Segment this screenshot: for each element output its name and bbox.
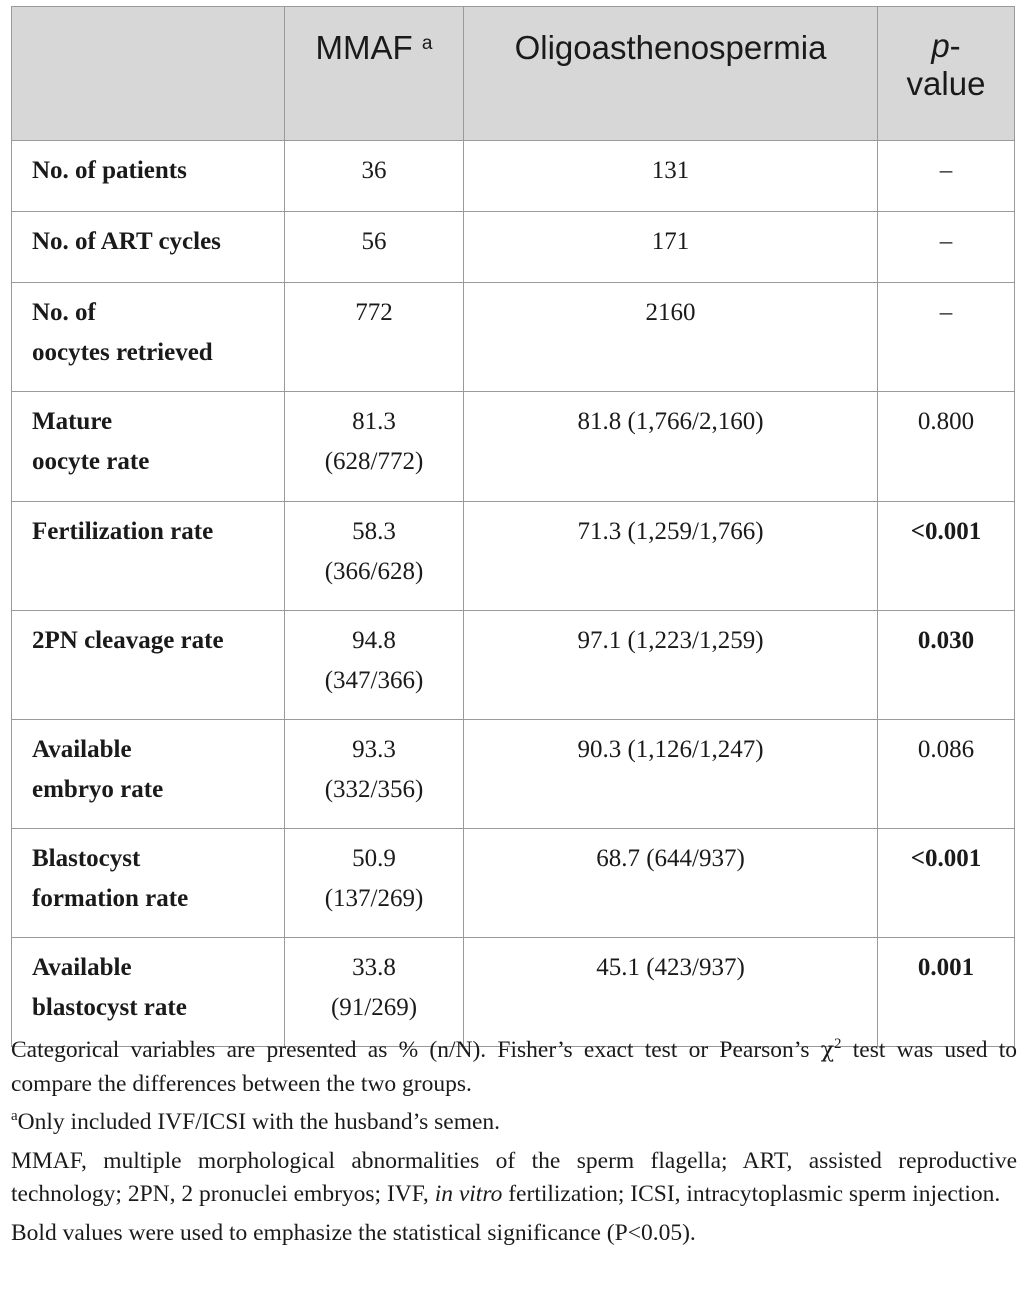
oligo-value: 71.3 (1,259/1,766) (464, 502, 878, 611)
footnote-abbreviations: MMAF, multiple morphological abnormalities of the sperm flagella; ART, assisted reproductive technology; 2PN, 2 pronuclei embryos; IVF, in vitro fertilization; ICSI, intracytoplasmic sperm injection. (11, 1147, 1017, 1208)
oligo-value: 97.1 (1,223/1,259) (464, 611, 878, 720)
footnote-statistics: Categorical variables are presented as % (n/N). Fisher’s exact test or Pearson’s $\chi^2$ test was used to compare the differences between the two groups. (11, 1036, 1018, 1097)
p-value: – (878, 283, 1015, 392)
row-label: 2PN cleavage rate (12, 611, 285, 720)
row-label: Available blastocyst rate (12, 938, 285, 1047)
row-label: No. of patients (12, 141, 285, 212)
p-value: – (878, 212, 1015, 283)
table-row (12, 502, 1015, 611)
row-label: Blastocyst formation rate (12, 829, 285, 938)
table-row (12, 141, 1015, 212)
mmaf-value: 50.9 (137/269) (285, 829, 464, 938)
oligo-value: 171 (464, 212, 878, 283)
p-value: – (878, 141, 1015, 212)
row-label: Fertilization rate (12, 502, 285, 611)
table-row (12, 283, 1015, 392)
oligo-value: 131 (464, 141, 878, 212)
oligo-value: 45.1 (423/937) (464, 938, 878, 1047)
table-row (12, 611, 1015, 720)
table-row (12, 829, 1015, 938)
mmaf-value: 33.8 (91/269) (285, 938, 464, 1047)
row-label: Available embryo rate (12, 720, 285, 829)
p-value: <0.001 (878, 502, 1015, 611)
table-row (12, 938, 1015, 1047)
header-oligoasthenospermia: Oligoasthenospermia (464, 7, 878, 141)
table-row (12, 392, 1015, 502)
footnote-bold-values: Bold values were used to emphasize the statistical significance (P<0.05). (11, 1219, 696, 1246)
p-value: 0.030 (878, 611, 1015, 720)
header-row (12, 7, 1015, 141)
table-row (12, 212, 1015, 283)
row-label: No. of oocytes retrieved (12, 283, 285, 392)
p-value: <0.001 (878, 829, 1015, 938)
row-label: Mature oocyte rate (12, 392, 285, 502)
oligo-value: 2160 (464, 283, 878, 392)
oligo-value: 68.7 (644/937) (464, 829, 878, 938)
p-value: 0.086 (878, 720, 1015, 829)
mmaf-value: 58.3 (366/628) (285, 502, 464, 611)
mmaf-value: 36 (285, 141, 464, 212)
table-row (12, 720, 1015, 829)
mmaf-value: 772 (285, 283, 464, 392)
header-mmaf: MMAF $^a$ (285, 7, 464, 141)
oligo-value: 90.3 (1,126/1,247) (464, 720, 878, 829)
header-p-value: p- value (878, 7, 1015, 141)
mmaf-value: 81.3 (628/772) (285, 392, 464, 502)
footnote-a: $^a$Only included IVF/ICSI with the husband’s semen. (11, 1108, 501, 1136)
table-footnotes (11, 1034, 1017, 1251)
mmaf-value: 56 (285, 212, 464, 283)
mmaf-value: 94.8 (347/366) (285, 611, 464, 720)
oligo-value: 81.8 (1,766/2,160) (464, 392, 878, 502)
mmaf-value: 93.3 (332/356) (285, 720, 464, 829)
row-label: No. of ART cycles (12, 212, 285, 283)
p-value: 0.800 (878, 392, 1015, 502)
results-table (11, 6, 1015, 1047)
p-value: 0.001 (878, 938, 1015, 1047)
header-empty-cell (12, 7, 285, 141)
